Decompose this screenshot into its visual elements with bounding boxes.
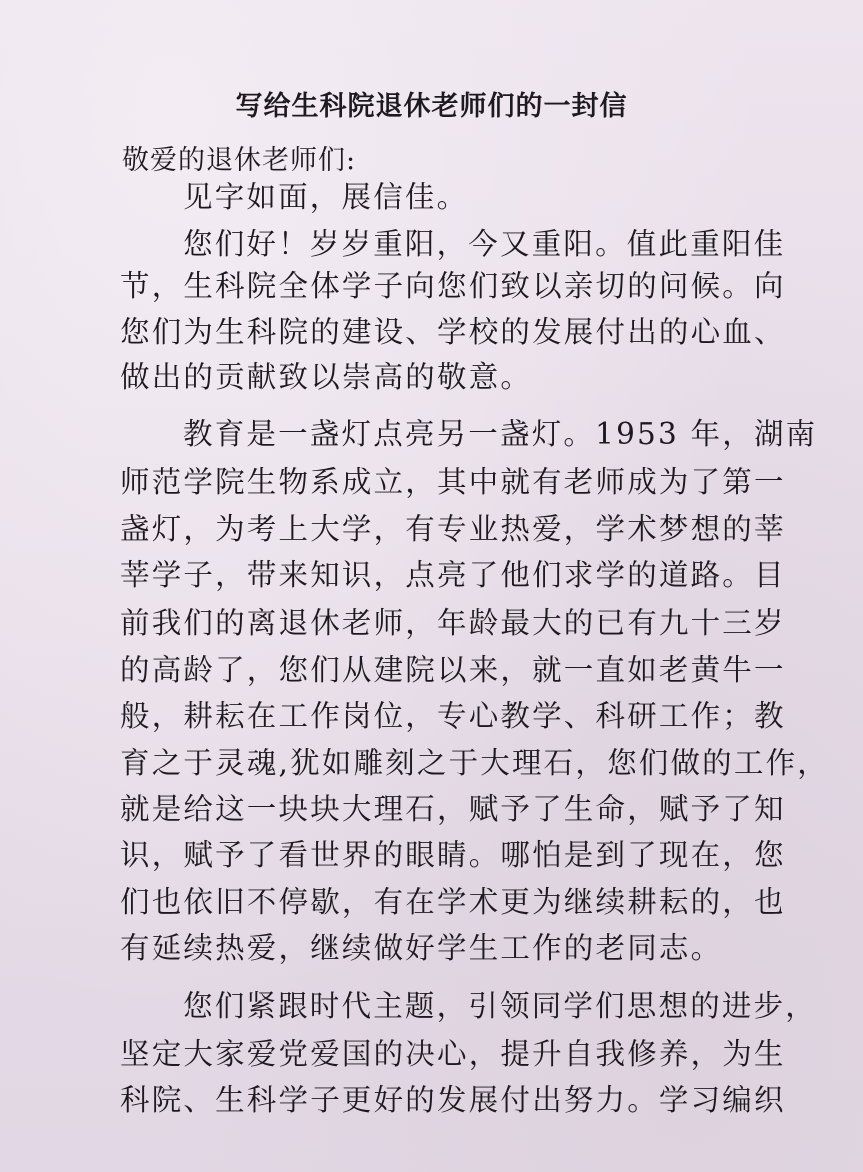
- letter-line: 师范学院生物系成立，其中就有老师成为了第一: [120, 465, 786, 499]
- letter-line: 见字如面，展信佳。: [183, 180, 469, 214]
- letter-line: 般，耕耘在工作岗位，专心教学、科研工作；教: [120, 699, 786, 733]
- letter-title: 写给生科院退休老师们的一封信: [235, 91, 628, 122]
- letter-line: 有延续热爱，继续做好学生工作的老同志。: [120, 931, 723, 965]
- letter-line: 您们为生科院的建设、学校的发展付出的心血、: [120, 315, 786, 349]
- letter-line: 们也依旧不停歇，有在学术更为继续耕耘的，也: [120, 885, 786, 919]
- letter-line: 识，赋予了看世界的眼睛。哪怕是到了现在，您: [120, 838, 786, 872]
- letter-line: 教育是一盏灯点亮另一盏灯。1953 年，湖南: [183, 417, 818, 451]
- letter-line: 育之于灵魂,犹如雕刻之于大理石，您们做的工作，: [120, 746, 829, 780]
- letter-line: 盏灯，为考上大学，有专业热爱，学术梦想的莘: [120, 512, 786, 546]
- letter-line: 您们紧跟时代主题，引领同学们思想的进步，: [183, 989, 818, 1023]
- letter-line: 就是给这一块块大理石，赋予了生命，赋予了知: [120, 792, 786, 826]
- letter-line: 坚定大家爱党爱国的决心，提升自我修养，为生: [120, 1037, 786, 1071]
- letter-line: 您们好！岁岁重阳，今又重阳。值此重阳佳: [183, 227, 786, 261]
- letter-line: 的高龄了，您们从建院以来，就一直如老黄牛一: [120, 653, 786, 687]
- letter-line: 前我们的离退休老师，年龄最大的已有九十三岁: [120, 606, 786, 640]
- letter-line: 科院、生科学子更好的发展付出努力。学习编织: [120, 1083, 786, 1117]
- letter-line: 节，生科院全体学子向您们致以亲切的问候。向: [120, 269, 786, 303]
- letter-line: 莘学子，带来知识，点亮了他们求学的道路。目: [120, 558, 786, 592]
- letter-salutation: 敬爱的退休老师们:: [122, 145, 357, 176]
- letter-line: 做出的贡献致以崇高的敬意。: [120, 360, 533, 394]
